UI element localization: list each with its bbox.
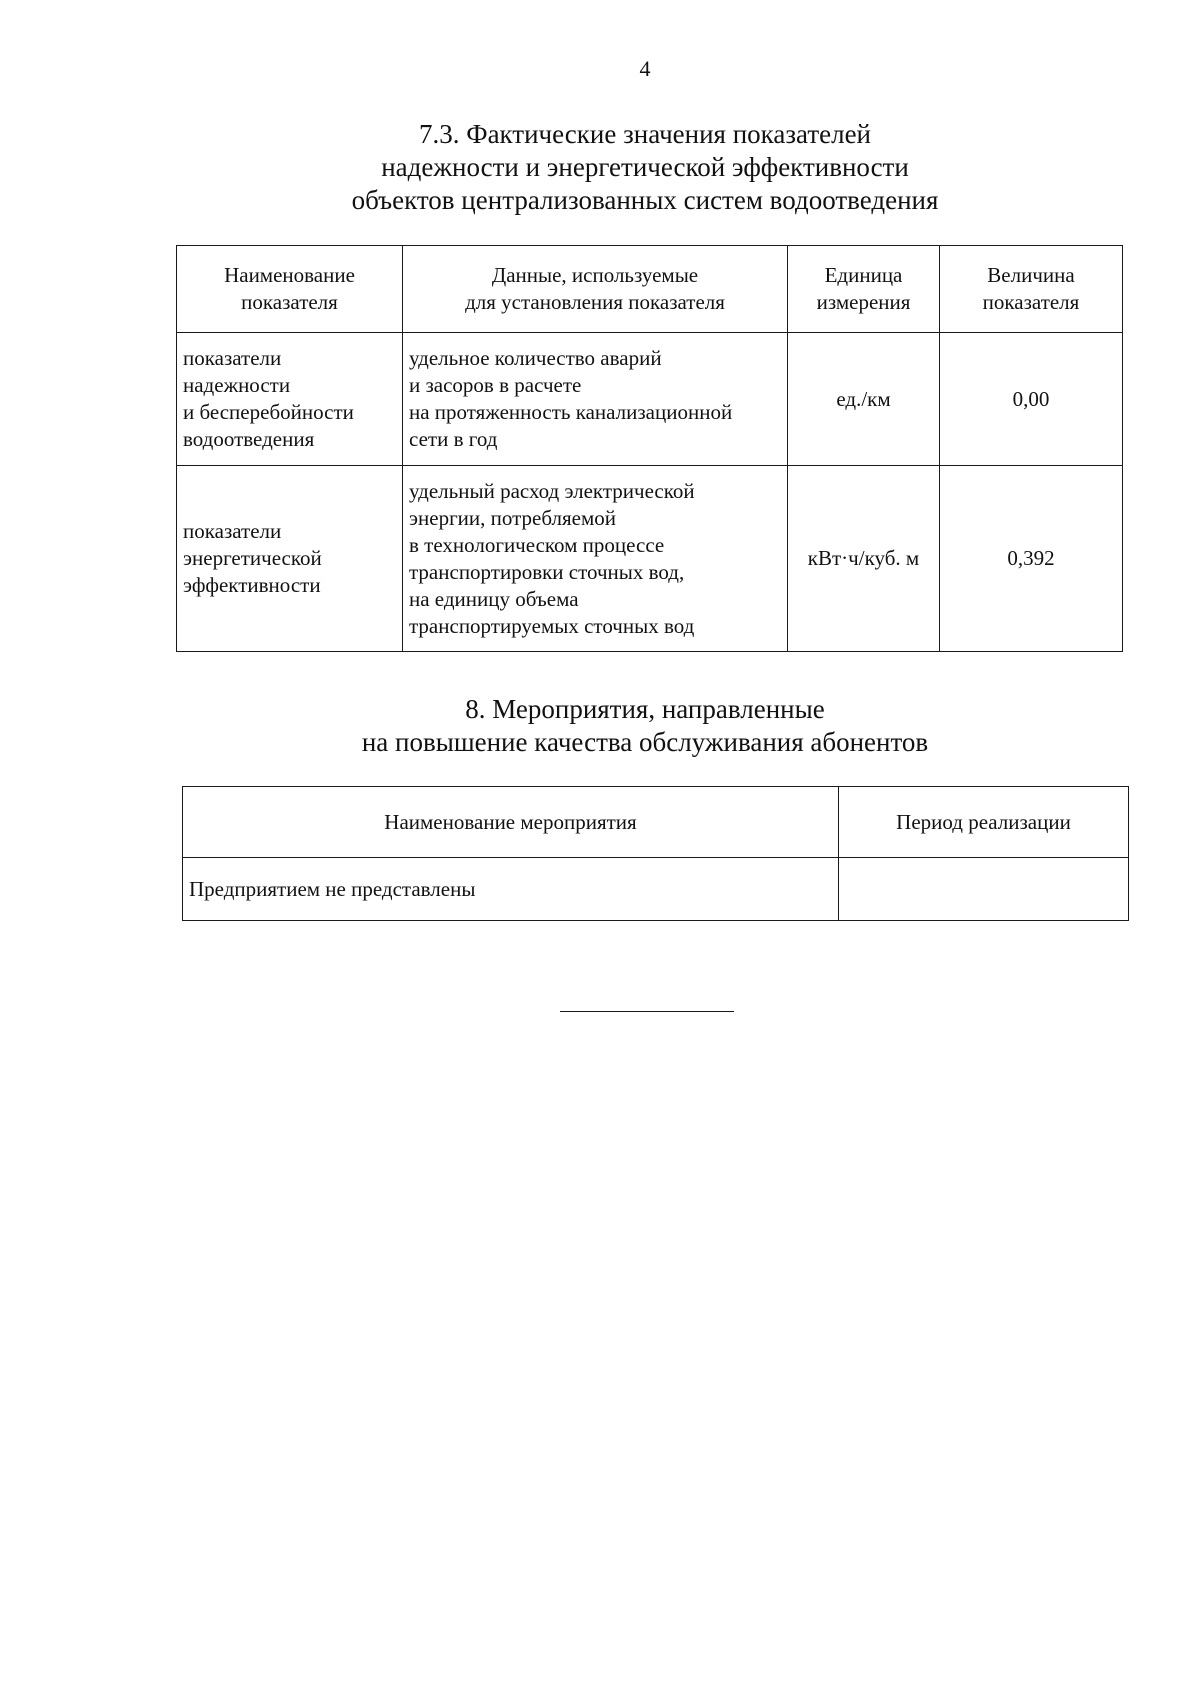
table-header-row — [177, 246, 1123, 333]
header-measure-name: Наименование мероприятия — [183, 787, 839, 858]
period-cell — [839, 858, 1129, 921]
indicator-name-cell: показатели надежности и бесперебойности водоотведения — [177, 333, 403, 466]
section-7-3-heading — [230, 118, 1060, 217]
table-row — [177, 333, 1123, 466]
indicators-table — [176, 245, 1123, 652]
measure-name-cell: Предприятием не представлены — [183, 858, 839, 921]
table-header-row — [183, 787, 1129, 858]
header-indicator-name: Наименование показателя — [177, 246, 403, 333]
header-unit: Единица измерения — [788, 246, 940, 333]
table-row — [183, 858, 1129, 921]
unit-cell: ед./км — [788, 333, 940, 466]
source-data-cell: удельное количество аварий и засоров в расчете на протяженность канализационной сети в год — [403, 333, 788, 466]
header-source-data: Данные, используемые для установления показателя — [403, 246, 788, 333]
end-of-document-rule — [560, 1011, 734, 1012]
page-number: 4 — [639, 56, 651, 81]
header-value: Величина показателя — [940, 246, 1123, 333]
heading-line: надежности и энергетической эффективности — [381, 152, 909, 182]
section-8-heading — [230, 693, 1060, 759]
indicator-name-cell: показатели энергетической эффективности — [177, 466, 403, 652]
heading-line: 8. Мероприятия, направленные — [465, 694, 825, 724]
measures-table — [182, 786, 1129, 921]
header-period: Период реализации — [839, 787, 1129, 858]
value-cell: 0,00 — [940, 333, 1123, 466]
heading-line: объектов централизованных систем водоотведения — [351, 185, 939, 215]
heading-line: на повышение качества обслуживания абонентов — [361, 727, 929, 757]
table-row — [177, 466, 1123, 652]
value-cell: 0,392 — [940, 466, 1123, 652]
heading-line: 7.3. Фактические значения показателей — [418, 119, 872, 149]
source-data-cell: удельный расход электрической энергии, потребляемой в технологическом процессе транспортировки сточных вод, на единицу объема транспортируемых сточных вод — [403, 466, 788, 652]
unit-cell: кВт·ч/куб. м — [788, 466, 940, 652]
